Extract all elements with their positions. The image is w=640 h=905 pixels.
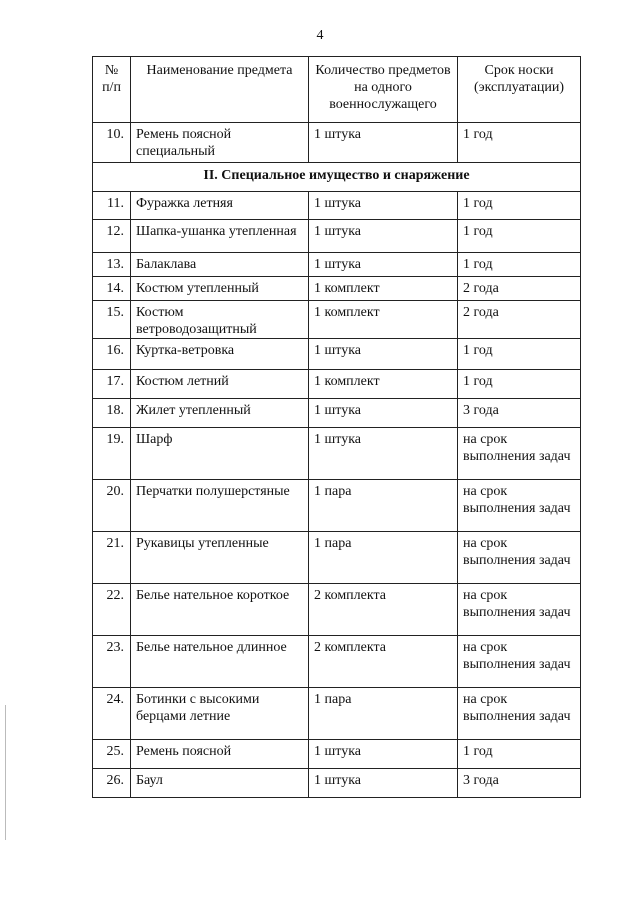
row-num: 26. (93, 769, 131, 798)
table-row (93, 688, 581, 740)
row-num: 20. (93, 480, 131, 532)
row-qty: 2 комплекта (309, 636, 458, 688)
row-name: Балаклава (131, 253, 309, 277)
table-row (93, 480, 581, 532)
row-name: Рукавицы утепленные (131, 532, 309, 584)
row-term: 1 год (458, 740, 581, 769)
row-qty: 1 штука (309, 769, 458, 798)
table-header-row (93, 57, 581, 123)
row-term: 3 года (458, 769, 581, 798)
row-name: Шарф (131, 428, 309, 480)
table-body (93, 123, 581, 798)
table-row (93, 123, 581, 163)
row-term: 1 год (458, 253, 581, 277)
row-num: 16. (93, 339, 131, 370)
row-name: Белье нательное длинное (131, 636, 309, 688)
row-name: Куртка-ветровка (131, 339, 309, 370)
row-term: 3 года (458, 399, 581, 428)
row-name: Ремень поясной специальный (131, 123, 309, 163)
row-name: Шапка-ушанка утепленная (131, 220, 309, 253)
table-row (93, 428, 581, 480)
row-num: 18. (93, 399, 131, 428)
row-name: Костюм летний (131, 370, 309, 399)
row-term: 2 года (458, 301, 581, 339)
row-num: 11. (93, 192, 131, 220)
row-term: на срок выполнения задач (458, 428, 581, 480)
row-qty: 1 комплект (309, 277, 458, 301)
table-row (93, 301, 581, 339)
row-qty: 1 комплект (309, 370, 458, 399)
row-num: 12. (93, 220, 131, 253)
row-qty: 1 штука (309, 220, 458, 253)
row-qty: 2 комплекта (309, 584, 458, 636)
row-name: Ремень поясной (131, 740, 309, 769)
header-name: Наименование предмета (131, 57, 309, 123)
row-term: на срок выполнения задач (458, 532, 581, 584)
table-row (93, 532, 581, 584)
row-qty: 1 пара (309, 688, 458, 740)
row-qty: 1 штука (309, 740, 458, 769)
table-row (93, 339, 581, 370)
row-term: 1 год (458, 370, 581, 399)
row-qty: 1 комплект (309, 301, 458, 339)
row-qty: 1 штука (309, 192, 458, 220)
items-table (92, 56, 581, 798)
row-name: Костюм ветроводозащитный (131, 301, 309, 339)
row-name: Жилет утепленный (131, 399, 309, 428)
row-qty: 1 штука (309, 399, 458, 428)
row-num: 25. (93, 740, 131, 769)
table-row (93, 399, 581, 428)
row-name: Фуражка летняя (131, 192, 309, 220)
table-row (93, 370, 581, 399)
row-qty: 1 штука (309, 428, 458, 480)
row-name: Ботинки с высокими берцами летние (131, 688, 309, 740)
row-term: на срок выполнения задач (458, 688, 581, 740)
row-term: на срок выполнения задач (458, 480, 581, 532)
row-name: Костюм утепленный (131, 277, 309, 301)
row-num: 22. (93, 584, 131, 636)
row-num: 15. (93, 301, 131, 339)
section-title: II. Специальное имущество и снаряжение (93, 163, 581, 192)
table-row (93, 740, 581, 769)
header-term: Срок носки (эксплуатации) (458, 57, 581, 123)
row-name: Баул (131, 769, 309, 798)
header-qty: Количество предметов на одного военнослужащего (309, 57, 458, 123)
row-num: 24. (93, 688, 131, 740)
row-num: 17. (93, 370, 131, 399)
row-num: 21. (93, 532, 131, 584)
row-name: Белье нательное короткое (131, 584, 309, 636)
row-term: 2 года (458, 277, 581, 301)
row-term: 1 год (458, 220, 581, 253)
table-row (93, 253, 581, 277)
row-qty: 1 штука (309, 339, 458, 370)
row-num: 13. (93, 253, 131, 277)
row-qty: 1 штука (309, 123, 458, 163)
row-term: на срок выполнения задач (458, 584, 581, 636)
row-qty: 1 пара (309, 532, 458, 584)
row-num: 10. (93, 123, 131, 163)
table-row (93, 584, 581, 636)
row-num: 23. (93, 636, 131, 688)
row-term: 1 год (458, 192, 581, 220)
row-num: 14. (93, 277, 131, 301)
row-qty: 1 штука (309, 253, 458, 277)
header-num: № п/п (93, 57, 131, 123)
row-term: на срок выполнения задач (458, 636, 581, 688)
scan-edge-mark (5, 705, 6, 840)
row-term: 1 год (458, 123, 581, 163)
row-qty: 1 пара (309, 480, 458, 532)
table-row (93, 769, 581, 798)
table-row (93, 277, 581, 301)
table-row (93, 636, 581, 688)
page-number: 4 (316, 28, 324, 43)
table-row (93, 192, 581, 220)
row-num: 19. (93, 428, 131, 480)
row-name: Перчатки полушерстяные (131, 480, 309, 532)
row-term: 1 год (458, 339, 581, 370)
table-row (93, 220, 581, 253)
section-row (93, 163, 581, 192)
